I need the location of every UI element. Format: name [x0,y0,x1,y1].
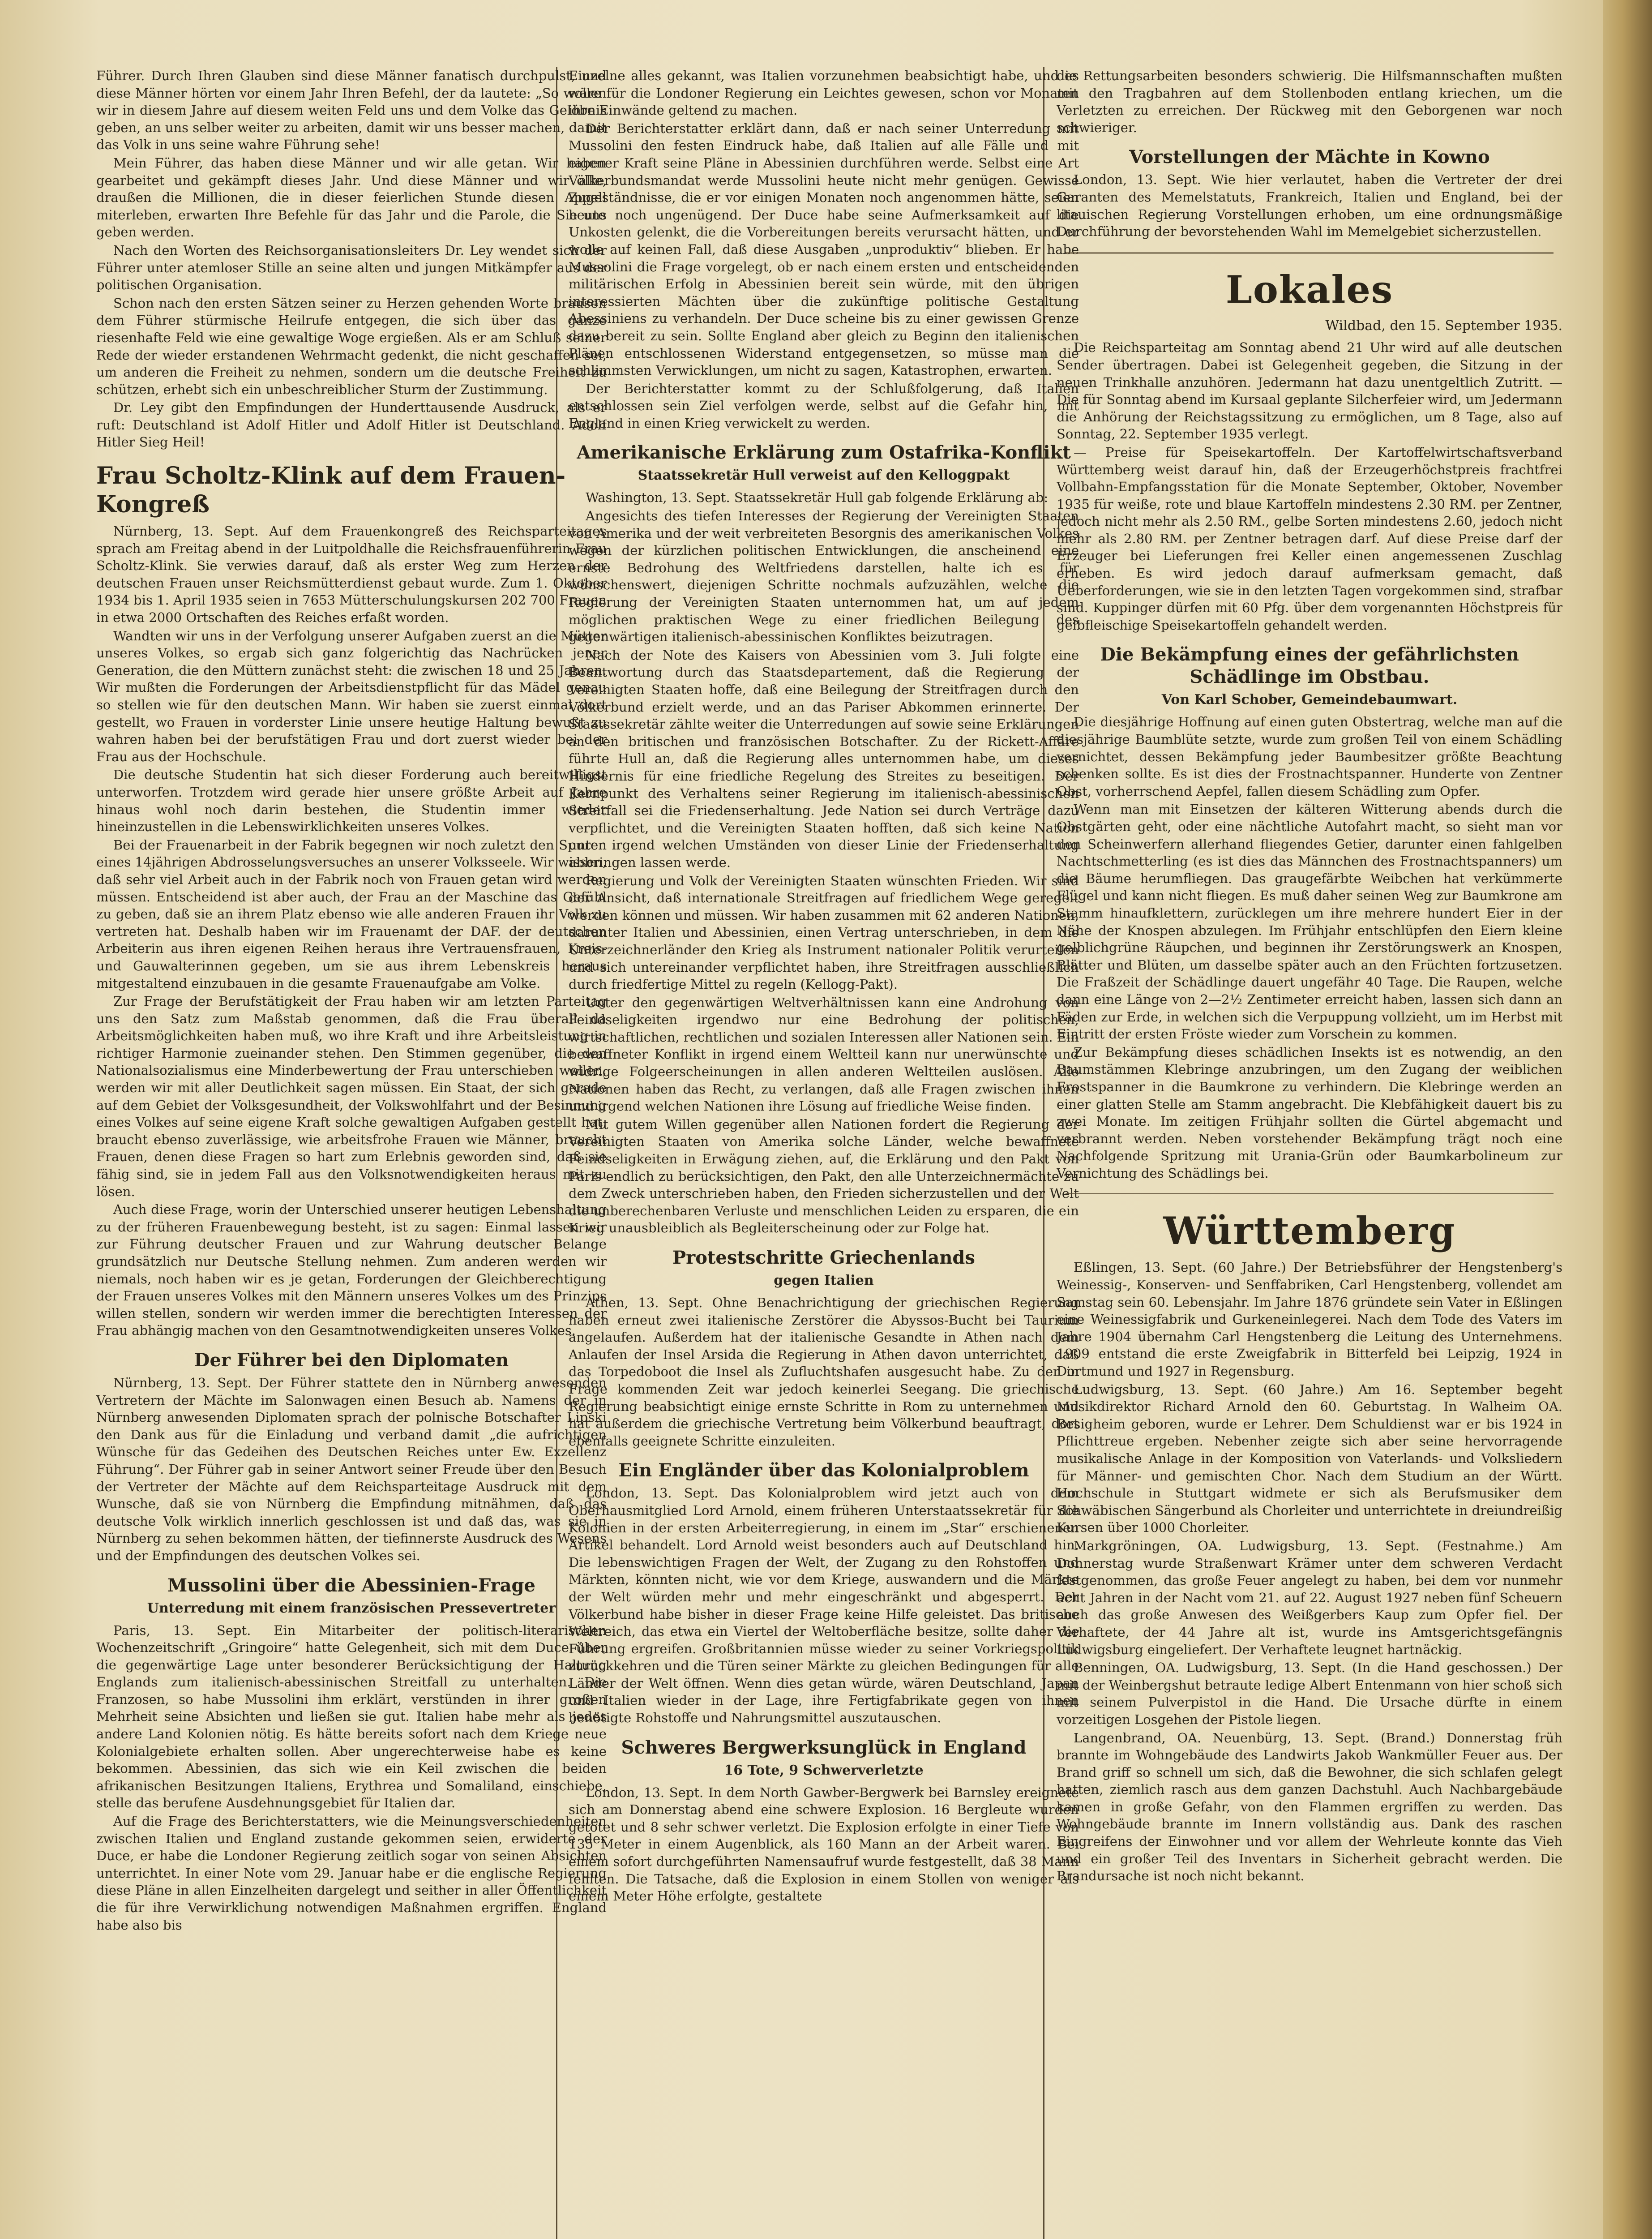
headline-griechenland: Protestschritte Griechenlands [672,1247,975,1268]
column-right [1057,67,1562,2239]
article-paragraph: Washington, 13. Sept. Staatssekretär Hull gab folgende Erklärung ab: [586,490,1049,506]
headline-diplomaten: Der Führer bei den Diplomaten [194,1349,509,1371]
article-paragraph: Schon nach den ersten Sätzen seiner zu Herzen gehenden Worte brausen dem Führer stürmische Heilrufe entgegen, die sich über das ganze riesenhafte Feld wie eine gewaltige Woge ergießen. Als er am Schluß seiner Rede der wieder erstandenen Wehrmacht gedenkt, die nicht geschaffen sei, um anderen die Freiheit zu nehmen, sondern um die deutsche Freiheit zu schützen, erhebt sich ein unbeschreiblicher Sturm der Zustimmung. [96,295,607,397]
article-paragraph: Mein Führer, das haben diese Männer und wir alle getan. Wir haben gearbeitet und gekämpft dieses Jahr. Und diese Männer und wir alle, draußen die Millionen, die in dieser feierlichen Stunde diesen Appell miterleben, erwarten Ihre Befehle für das Jahr und die Parole, die Sie uns geben werden. [96,155,607,240]
article-paragraph: Nürnberg, 13. Sept. Auf dem Frauenkongreß des Reichsparteitages sprach am Freitag abend in der Luitpoldhalle die Reichsfrauenführerin Frau Scholtz-Klink. Sie verwies darauf, daß als erster Weg zum Herzen der deutschen Frauen unser Reichsmütterdienst gebaut wurde. Zum 1. Oktober 1934 bis 1. April 1935 seien in 7653 Mütterschulungskursen 202 700 Frauen in etwa 2000 Ortschaften des Reiches erfaßt worden. [96,523,607,626]
article-paragraph: Eßlingen, 13. Sept. (60 Jahre.) Der Betriebsführer der Hengstenberg's Weinessig-, Konserven- und Senffabriken, Carl Hengstenberg, vollendet am Samstag sein 60. Lebensjahr. Im Jahre 1876 gründete sein Vater in Eßlingen eine Weinessigfabrik und Gurkeneinlegerei. Nach dem Tode des Vaters im Jahre 1904 übernahm Carl Hengstenberg die Leitung des Unternehmens. 1909 entstand die erste Zweigfabrik in Bitterfeld bei Leipzig, 1924 in Dortmund und 1927 in Regensburg. [1057,1260,1562,1379]
article-paragraph: — Preise für Speisekartoffeln. Der Kartoffelwirtschaftsverband Württemberg weist darauf hin, daß der Erzeugerhöchstpreis frachtfrei Vollbahn-Empfangsstation für die Monate September, Oktober, November 1935 für weiße, rote und blaue Kartoffeln mindestens 2.30 RM. per Zentner, jedoch nicht mehr als 2.50 RM., gelbe Sorten mindestens 2.60, jedoch nicht mehr als 2.80 RM. per Zentner betragen darf. Auf diese Preise darf der Erzeuger bei Lieferungen frei Keller einen angemessenen Zuschlag erheben. Es wird jedoch darauf aufmerksam gemacht, daß Ueberforderungen, wie sie in den letzten Tagen vorgekommen sind, strafbar sind. Kuppinger dürfen mit 60 Pfg. über dem vorgenannten Höchstpreis für gelbfleischige Speisekartoffeln gehandelt werden. [1057,444,1562,633]
article-paragraph: London, 13. Sept. Wie hier verlautet, haben die Vertreter der drei Garanten des Memelstatuts, Frankreich, Italien und England, bei der litauischen Regierung Vorstellungen erhoben, um eine ordnungsmäßige Durchführung der bevorstehenden Wahl im Memelgebiet sicherzustellen. [1057,172,1562,240]
article-paragraph: Auf die Frage des Berichterstatters, wie die Meinungsverschiedenheiten zwischen Italien und England zustande gekommen seien, erwiderte der Duce, er habe die Londoner Regierung zeitlich sogar von seinen Absichten unterrichtet. In einer Note vom 29. Januar habe er die englische Regierung diese Pläne in allen Einzelheiten dargelegt und seither in aller Öffentlichkeit die für ihre Verwirklichung notwendigen Maßnahmen ergriffen. England habe also bis [96,1814,607,1933]
column-left [96,67,607,2239]
article-paragraph: Langenbrand, OA. Neuenbürg, 13. Sept. (Brand.) Donnerstag früh brannte im Wohngebäude des Landwirts Jakob Wankmüller Feuer aus. Der Brand griff so schnell um sich, daß die Bewohner, die sich schlafen gelegt hatten, ziemlich rasch aus dem ganzen Dachstuhl. Auch Nachbargebäude kamen in große Gefahr, von den Flammen ergriffen zu werden. Das Wohngebäude brannte im Innern vollständig aus. Dank des raschen Eingreifens der Einwohner und vor allem der Wehrleute konnte das Vieh und ein großer Teil des Inventars in Sicherheit gebracht werden. Die Brandursache ist noch nicht bekannt. [1057,1730,1562,1884]
article-paragraph: Der Berichterstatter erklärt dann, daß er nach seiner Unterredung mit Mussolini den festen Eindruck habe, daß Italien auf alle Fälle und mit eigener Kraft seine Pläne in Abessinien durchführen werde. Selbst eine Art Völkerbundsmandat werde Mussolini heute nicht mehr genügen. Gewisse Zugeständnisse, die er vor einigen Monaten noch angenommen hätte, seien heute noch ungenügend. Der Duce habe seine Aufmerksamkeit auf die Unkosten gelenkt, die die Vorbereitungen bereits verursacht hätten, und er wolle auf keinen Fall, daß diese Ausgaben „unproduktiv“ blieben. Er habe Mussolini die Frage vorgelegt, ob er nach einem ersten und entscheidenden militärischen Erfolg in Abessinien bereit sein würde, mit den übrigen interessierten Mächten über die zukünftige politische Gestaltung Abessiniens zu verhandeln. Der Duce scheine bis zu einer gewissen Grenze dazu bereit zu sein. Sollte England aber gleich zu Beginn den italienischen Plänen entschlossenen Widerstand entgegensetzen, so müsse man die schlimmsten Verwicklungen, um nicht zu sagen, Katastrophen, erwarten. [569,120,1079,378]
byline-obstbau: Von Karl Schober, Gemeindebaumwart. [1161,692,1458,708]
page-binding-edge [1603,0,1652,2239]
subheadline-amerika: Staatssekretär Hull verweist auf den Kelloggpakt [638,468,1010,484]
headline-kowno: Vorstellungen der Mächte in Kowno [1129,146,1490,168]
article-paragraph: Führer. Durch Ihren Glauben sind diese Männer fanatisch durchpulst, und diese Männer hörten vor einem Jahr Ihren Befehl, der da lautete: „So wollen wir in diesem Jahre auf diesem weiten Feld uns und dem Volke das Gelöbnis geben, an uns selber weiter zu arbeiten, damit wir uns besser machen, damit das Volk in uns seine wahre Führung sehe! [96,68,607,153]
article-paragraph: Athen, 13. Sept. Ohne Benachrichtigung der griechischen Regierung haben erneut zwei italienische Zerstörer die Abyssos-Bucht bei Taurium angelaufen. Außerdem hat der italienische Gesandte in Athen nach dem Anlaufen der Insel Arsida die Regierung in Athen davon unterrichtet, daß das Torpedoboot die Insel als Zufluchtshafen ausgesucht habe. Zu der in Frage kommenden Zeit war jedoch keinerlei Seegang. Die griechische Regierung beabsichtigt einige ernste Schritte in Rom zu unternehmen und hat außerdem die griechische Vertretung beim Völkerbund beauftragt, dort ebenfalls geeignete Schritte einzuleiten. [569,1295,1079,1449]
article-paragraph: Benningen, OA. Ludwigsburg, 13. Sept. (In die Hand geschossen.) Der mit der Weinbergshut betraute ledige Albert Entenmann von hier schoß sich mit seinem Pulverpistol in die Hand. Die Ursache dürfte in einem vorzeitigen Losgehen der Pistole liegen. [1057,1660,1562,1727]
article-paragraph: Markgröningen, OA. Ludwigsburg, 13. Sept. (Festnahme.) Am Donnerstag wurde Straßenwart Krämer unter dem schweren Verdacht festgenommen, das große Feuer angelegt zu haben, bei dem vor nunmehr acht Jahren in der Nacht vom 21. auf 22. August 1927 neben fünf Scheuern auch das große Anwesen des Weißgerbers Kaup zum Opfer fiel. Der Verhaftete, der 44 Jahre alt ist, wurde ins Amtsgerichtsgefängnis Ludwigsburg eingeliefert. Der Verhaftete leugnet hartnäckig. [1057,1538,1562,1657]
headline-scholtz-klink: Frau Scholtz-Klink auf dem Frauen-Kongreß [96,462,566,519]
article-paragraph: Zur Bekämpfung dieses schädlichen Insekts ist es notwendig, an den Baumstämmen Klebringe anzubringen, um den Zugang der weiblichen Frostspanner in die Baumkrone zu verhindern. Die Klebringe werden an einer glatten Stelle am Stamm angebracht. Die Klebfähigkeit dauert bis zu zwei Monate. Im zeitigen Frühjahr sollten die Gürtel abgemacht und verbrannt werden. Neben vorstehender Bekämpfung trägt noch eine Nachfolgende Spritzung mit Urania-Grün oder Baumkarbolineum zur Vernichtung des Schädlings bei. [1057,1044,1562,1181]
headline-obstbau: Die Bekämpfung eines der gefährlichsten Schädlinge im Obstbau. [1100,644,1519,688]
article-paragraph: Nürnberg, 13. Sept. Der Führer stattete den in Nürnberg anwesenden Vertretern der Mächte im Salonwagen einen Besuch ab. Namens der in Nürnberg anwesenden Diplomaten sprach der polnische Botschafter Lipski den Dank aus für die Einladung und verband damit „die aufrichtigen Wünsche für das Gedeihen des Deutschen Reiches unter Ew. Exzellenz Führung“. Der Führer gab in seiner Antwort seiner Freude über den Besuch der Vertreter der Mächte auf dem Reichsparteitage Ausdruck mit dem Wunsche, daß sie von Nürnberg die Empfindung mitnähmen, daß das deutsche Volk wirklich innerlich geschlossen ist und daß das, was sie in Nürnberg zu sehen bekommen hätten, der tiefinnerste Ausdruck des Wesens und der Empfindungen des deutschen Volkes sei. [96,1375,607,1563]
section-divider [1066,252,1554,254]
article-paragraph: Bei der Frauenarbeit in der Fabrik begegnen wir noch zuletzt den Spuren eines 14jährigen Abdrosselungsversuches an unserer Volksseele. Wir wissen, daß sehr viel Arbeit auch in der Fabrik noch von Frauen getan wird werden müssen. Entscheidend ist aber auch, der Frau an der Maschine das Gefühl zu geben, daß sie an ihrem Platz ebenso wie alle anderen Frauen ihr Volk zu vertreten hat. Deshalb haben wir im Frauenamt der DAF. der deutschen Arbeiterin aus ihren eigenen Reihen heraus ihre Vertrauensfrauen, Kreis- und Gauwalterinnen gegeben, um sie aus ihrem Lebenskreis heraus mitgestaltend einzubauen in die gesamte Frauenaufgabe am Volke. [96,837,607,991]
section-divider [1066,1193,1554,1195]
article-paragraph: London, 13. Sept. Das Kolonialproblem wird jetzt auch von dem Oberhausmitglied Lord Arnold, einem früheren Unterstaatssekretär für die Kolonien in der ersten Arbeiterregierung, in einem im „Star“ erschienenen Artikel behandelt. Lord Arnold weist besonders auch auf Deutschland hin. Die lebenswichtigen Fragen der Welt, der Zugang zu den Rohstoffen und Märkten, könnten nicht, wie vor dem Kriege, auswandern und die Märkte der Welt würden mehr und mehr eingeschränkt und abgesperrt. Der Völkerbund habe bisher in dieser Frage keine Hilfe geleistet. Das britische Weltreich, das etwa ein Viertel der Weltoberfläche besitze, sollte daher die Führung ergreifen. Großbritannien müsse wieder zu seiner Vorkriegspolitik zurückkehren und die Türen seiner Märkte zu gleichen Bedingungen für alle Länder der Welt öffnen. Wenn dies getan würde, wären Deutschland, Japan und Italien wieder in der Lage, ihre Fertigfabrikate gegen von ihnen benötigte Rohstoffe und Nahrungsmittel auszutauschen. [569,1485,1079,1726]
subheadline-bergwerk: 16 Tote, 9 Schwerverletzte [724,1762,924,1778]
headline-bergwerk: Schweres Bergwerksunglück in England [621,1737,1027,1758]
article-paragraph: Wenn man mit Einsetzen der kälteren Witterung abends durch die Obstgärten geht, oder eine nächtliche Autofahrt macht, so sieht man vor den Scheinwerfern allerhand fliegendes Getier, darunter einen fahlgelben Nachtschmetterling (es ist dies das Männchen des Frostnachtspanners) um die Bäume herumfliegen. Das graugefärbte Weibchen hat verkümmerte Flügel und kann nicht fliegen. Es muß daher seinen Weg zur Baumkrone am Stamm hinaufklettern, zurücklegen um ihre mehrere hundert Eier in der Nähe der Knospen abzulegen. Im Frühjahr entschlüpfen den Eiern kleine gelblichgrüne Räupchen, und beginnen ihr Zerstörungswerk an Knospen, Blätter und Blüten, um dasselbe später auch an den Früchten fortzusetzen. Die Fraßzeit der Schädlinge dauert ungefähr 40 Tage. Die Raupen, welche dann eine Länge von 2—2½ Zentimeter erreicht haben, lassen sich dann an Fäden zur Erde, in welchen sich die Verpuppung vollzieht, um im Herbst mit Eintritt der ersten Fröste wieder zum Vorschein zu kommen. [1057,802,1562,1042]
article-paragraph: Zur Frage der Berufstätigkeit der Frau haben wir am letzten Parteitag uns den Satz zum Maßstab genommen, daß die Frau überall da Arbeitsmöglichkeiten haben muß, wo ihre Kraft und ihre Arbeitsleistung in richtiger Harmonie zueinander stehen. Den Stimmen gegenüber, die den Nationalsozialismus eine Minderbewertung der Frau unterschieben wollen, werden wir mit aller Deutlichkeit sagen müssen. Ein Staat, der sich gerade auf dem Gebiet der Volksgesundheit, der Volkswohlfahrt und der Besinnung eines Volkes auf seine eigene Kraft solche gewaltigen Aufgaben gestellt hat, braucht ebenso zuverlässige, wie arbeitsfrohe Frauen wie Männer, braucht Frauen, denen diese Fragen so hart zum Erlebnis geworden sind, daß sie fähig sind, sie in jedem Fall aus den Volksnotwendigkeiten heraus mit zu lösen. [96,994,607,1199]
article-paragraph: Die deutsche Studentin hat sich dieser Forderung auch bereitwilligst unterworfen. Trotzdem wird gerade hier unsere größte Arbeit auf Jahre hinaus wohl noch darin bestehen, die Studentin immer wieder hineinzustellen in die Lebenswirklichkeiten unseres Volkes. [96,767,607,835]
headline-englaender: Ein Engländer über das Kolonialproblem [618,1460,1029,1481]
section-title-wuerttemberg: Württemberg [1163,1209,1456,1253]
section-title-lokales: Lokales [1225,267,1394,312]
subheadline-mussolini: Unterredung mit einem französischen Pressevertreter [147,1600,556,1616]
article-paragraph: London, 13. Sept. In dem North Gawber-Bergwerk bei Barnsley ereignete sich am Donnerstag abend eine schwere Explosion. 16 Bergleute wurden getötet und 8 sehr schwer verletzt. Die Explosion erfolgte in einer Tiefe von 135 Meter in einem Augenblick, als 160 Mann an der Arbeit waren. Bei einem sofort durchgeführten Namensaufruf wurde festgestellt, daß 38 Mann fehlten. Die Tatsache, daß die Explosion in einem Stollen von weniger als einem Meter Höhe erfolgte, gestaltete [569,1784,1079,1904]
headline-mussolini: Mussolini über die Abessinien-Frage [167,1574,535,1596]
article-paragraph: Die diesjährige Hoffnung auf einen guten Obstertrag, welche man auf die diesjährige Baumblüte setzte, wurde zum großen Teil von einem Schädling vernichtet, dessen Bekämpfung jeder Baumbesitzer größte Beachtung schenken sollte. Es ist dies der Frostnachtspanner. Hunderte von Zentner Obst, vorherrschend Aepfel, fallen diesem Schädling zum Opfer. [1057,714,1562,799]
headline-amerika: Amerikanische Erklärung zum Ostafrika-Konflikt [577,442,1071,463]
dateline-lokales: Wildbad, den 15. September 1935. [1325,317,1562,334]
article-paragraph: Paris, 13. Sept. Ein Mitarbeiter der politisch-literarischen Wochenzeitschrift „Gringoire“ hatte Gelegenheit, sich mit dem Duce über die gegenwärtige Lage unter besonderer Berücksichtigung der Haltung Englands zum italienisch-abessinischen Streitfall zu unterhalten. Die Franzosen, so habe Mussolini ihm erklärt, verstünden in ihrer großen Mehrheit seine Absichten und ließen sie gut. Italien habe mehr als jedes andere Land Kolonien nötig. Es hätte bereits sofort nach dem Kriege neue Kolonialgebiete erhalten sollen. Aber ungerechterweise habe es keine bekommen. Abessinien, das sich wie ein Keil zwischen die beiden afrikanischen Besitzungen Italiens, Erythrea und Somaliland, einschiebe, stelle das berufene Ausdehnungsgebiet für Italien dar. [96,1622,607,1811]
article-paragraph: Angesichts des tiefen Interesses der Regierung der Vereinigten Staaten von Amerika und der weit verbreiteten Besorgnis des amerikanischen Volkes wegen der kürzlichen politischen Entwicklungen, die anscheinend eine ernste Bedrohung des Weltfriedens darstellen, halte ich es für wünschenswert, diejenigen Schritte nochmals aufzuzählen, welche die Regierung der Vereinigten Staaten unternommen hat, um auf jedem möglichen praktischen Wege zu einer friedlichen Beilegung des gegenwärtigen italienisch-abessinischen Konfliktes beizutragen. [569,508,1079,645]
article-paragraph: Unter den gegenwärtigen Weltverhältnissen kann eine Androhung von Feindseligkeiten irgendwo nur eine Bedrohung der politischen, wirtschaftlichen, rechtlichen und sozialen Interessen aller Nationen sein. Ein bewaffneter Konflikt in irgend einem Weltteil kann nur unerwünschte und widrige Folgeerscheinungen in allen anderen Weltteilen auslösen. Alle Nationen haben das Recht, zu verlangen, daß alle Fragen zwischen ihnen und irgend welchen Nationen ihre Lösung auf friedliche Weise finden. [569,995,1079,1114]
article-paragraph: Der Berichterstatter kommt zu der Schlußfolgerung, daß Italien entschlossen sein Ziel verfolgen werde, selbst auf die Gefahr hin, mit England in einen Krieg verwickelt zu werden. [569,381,1079,431]
article-paragraph: Nach den Worten des Reichsorganisationsleiters Dr. Ley wendet sich der Führer unter atemloser Stille an seine alten und jungen Mitkämpfer aus der politischen Organisation. [96,242,607,293]
column-middle [569,67,1079,2239]
article-paragraph: Nach der Note des Kaisers von Abessinien vom 3. Juli folgte eine Beantwortung durch das Staatsdepartement, daß die Regierung der Vereinigten Staaten hoffe, daß eine Beilegung der Streitfragen durch den Völkerbund erzielt werde, und an das Pariser Abkommen erinnerte. Der Staatssekretär zählte weiter die Unterredungen auf sowie seine Erklärungen an den britischen und französischen Botschafter. Zu der Rickett-Affäre führte Hull an, daß die Regierung alles unternommen habe, um dieses Hindernis für eine friedliche Regelung des Streites zu beseitigen. Der Kernpunkt des Verhaltens seiner Regierung im italienisch-abessinischen Streitfall sei die Friedenserhaltung. Jede Nation sei durch Verträge dazu verpflichtet, und die Vereinigten Staaten hofften, daß sich keine Nation unter irgend welchen Umständen von dieser Linie der Friedenserhaltung abbringen lassen werde. [569,647,1079,870]
article-paragraph: Einzelne alles gekannt, was Italien vorzunehmen beabsichtigt habe, und es wäre für die Londoner Regierung ein Leichtes gewesen, schon vor Monaten ihre Einwände geltend zu machen. [569,68,1079,118]
article-paragraph: Wandten wir uns in der Verfolgung unserer Aufgaben zuerst an die Mütter unseres Volkes, so ergab sich ganz folgerichtig das Nachrücken jener Generation, die den Müttern zunächst steht: die zwischen 18 und 25 Jahren. Wir mußten die Forderungen der Arbeitsdienstpflicht für das Mädel genau so stellen wie für den deutschen Mann. Wir haben sie zuerst einmal dort gestellt, wo Frauen in vorderster Linie unsere heutige Haltung bewußt zu wahren haben bei der berufstätigen Frau und dort zuerst wieder bei der Frau aus der Hochschule. [96,628,607,764]
article-paragraph: Regierung und Volk der Vereinigten Staaten wünschten Frieden. Wir sind der Ansicht, daß internationale Streitfragen auf friedlichem Wege geregelt werden können und müssen. Wir haben zusammen mit 62 anderen Nationen, darunter Italien und Abessinien, einen Vertrag unterschrieben, in dem die Unterzeichnerländer den Krieg als Instrument nationaler Politik verurteilen und sich untereinander verpflichtet haben, ihre Streitfragen ausschließlich durch friedfertige Mittel zu regeln (Kellogg-Pakt). [569,873,1079,992]
article-paragraph: Auch diese Frage, worin der Unterschied unserer heutigen Lebenshaltung zu der früheren Frauenbewegung besteht, ist zu sagen: Einmal lassen wir zur Führung deutscher Frauen und zur Wahrung deutscher Belange grundsätzlich nur Deutsche Stellung nehmen. Zum anderen werden wir niemals, noch haben wir es je getan, Forderungen der Gleichberechtigung der Frauen unseres Volkes mit den Männern unseres Volkes um des Prinzips willen stellen, sondern wir werden immer die berechtigten Interessen der Frau abhängig machen von den Gesamtnotwendigkeiten unseres Volkes. [96,1202,607,1338]
article-paragraph: Mit gutem Willen gegenüber allen Nationen fordert die Regierung der Vereinigten Staaten von Amerika solche Länder, welche bewaffnete Feindseligkeiten in Erwägung ziehen, auf, die Erklärung und den Pakt von Paris endlich zu berücksichtigen, den Pakt, den alle Unterzeichnermächte zu dem Zweck unterschrieben haben, den Frieden sicherzustellen und der Welt die unberechenbaren Verluste und menschlichen Leiden zu ersparen, die ein Krieg unausbleiblich als Begleiterscheinung oder zur Folge hat. [569,1116,1079,1236]
article-paragraph: Ludwigsburg, 13. Sept. (60 Jahre.) Am 16. September begeht Musikdirektor Richard Arnold den 60. Geburtstag. In Walheim OA. Besigheim geboren, wurde er Lehrer. Dem Schuldienst war er bis 1924 in Pflichttreue ergeben. Nebenher zeigte sich aber seine hervorragende musikalische Anlage in der Komposition von Vaterlands- und Volksliedern für Männer- und gemischten Chor. Nach dem Studium an der Württ. Hochschule in Stuttgart widmete er sich als Berufsmusiker dem Schwäbischen Sängerbund als Chorleiter und unterrichtete in dreiundreißig Kursen über 1000 Chorleiter. [1057,1381,1562,1536]
article-paragraph: Dr. Ley gibt den Empfindungen der Hunderttausende Ausdruck, als er ruft: Deutschland ist Adolf Hitler und Adolf Hitler ist Deutschland. Adolf Hitler Sieg Heil! [96,400,607,450]
article-paragraph: Die Reichsparteitag am Sonntag abend 21 Uhr wird auf alle deutschen Sender übertragen. Dabei ist Gelegenheit gegeben, die Sitzung in der neuen Trinkhalle anzuhören. Jedermann hat dazu unentgeltlich Zutritt. — Die für Sonntag abend im Kursaal geplante Silcherfeier wird, um Jedermann die Anhörung der Reichstagssitzung zu ermöglichen, um 8 Tage, also auf Sonntag, 22. September 1935 verlegt. [1057,340,1562,442]
subheadline-griechenland: gegen Italien [774,1273,874,1288]
article-paragraph: die Rettungsarbeiten besonders schwierig. Die Hilfsmannschaften mußten mit den Tragbahren auf dem Stollenboden entlang kriechen, um die Verletzten zu erreichen. Der Rückweg mit den Geborgenen war noch schwieriger. [1057,68,1562,135]
